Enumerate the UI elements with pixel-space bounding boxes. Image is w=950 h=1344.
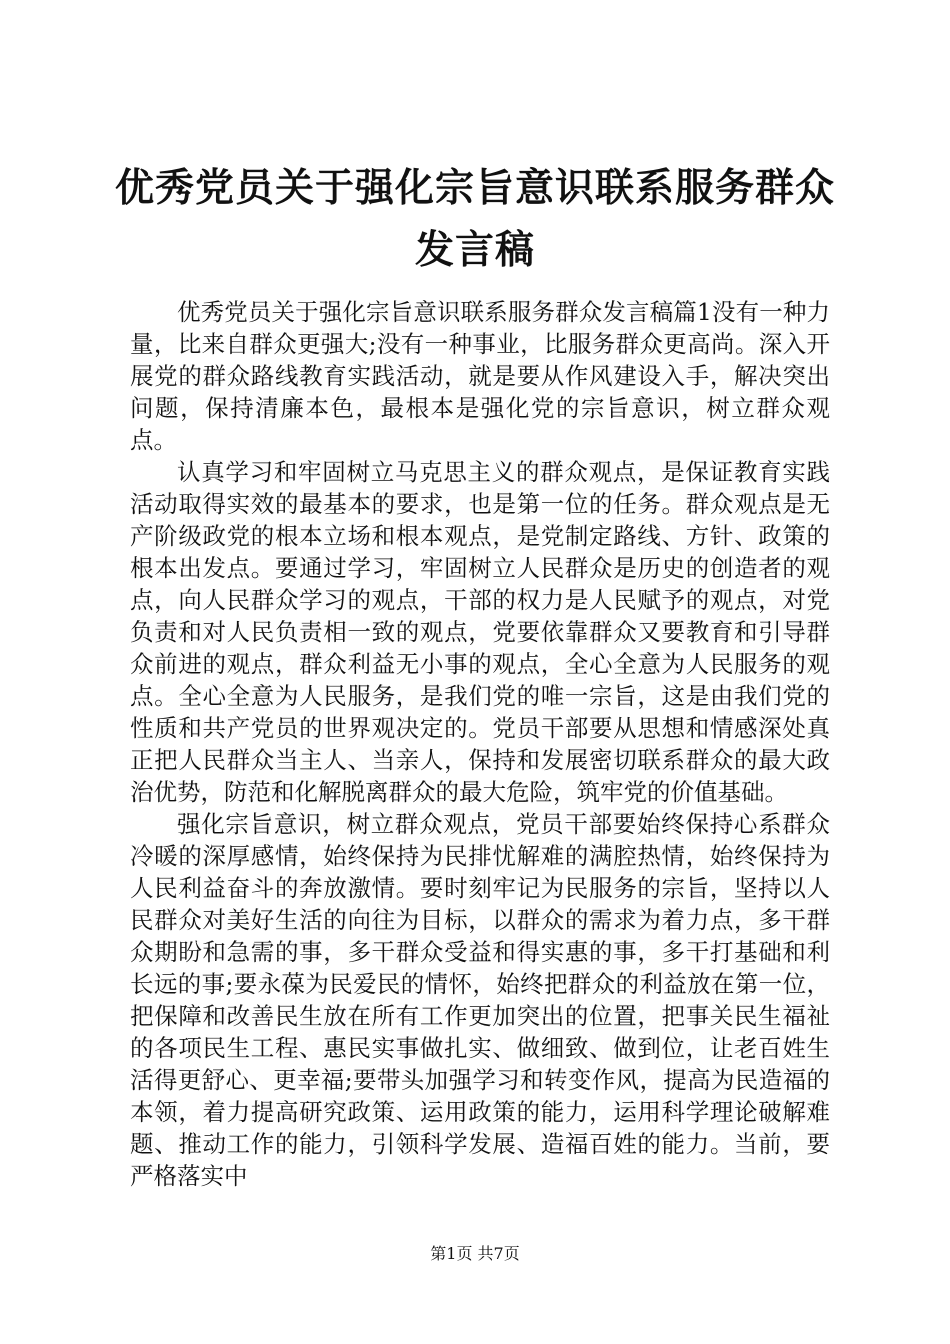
document-body [130,296,830,1192]
paragraph-2: 认真学习和牢固树立马克思主义的群众观点，是保证教育实践活动取得实效的最基本的要求，也是第一位的任务。群众观点是无产阶级政党的根本立场和根本观点，是党制定路线、方针、政策的根本出发点。要通过学习，牢固树立人民群众是历史的创造者的观点，向人民群众学习的观点，干部的权力是人民赋予的观点，对党负责和对人民负责相一致的观点，党要依靠群众又要教育和引导群众前进的观点，群众利益无小事的观点，全心全意为人民服务的观点。全心全意为人民服务，是我们党的唯一宗旨，这是由我们党的性质和共产党员的世界观决定的。党员干部要从思想和情感深处真正把人民群众当主人、当亲人，保持和发展密切联系群众的最大政治优势，防范和化解脱离群众的最大危险，筑牢党的价值基础。 [130,458,830,806]
document-title: 优秀党员关于强化宗旨意识联系服务群众发言稿 [114,166,835,273]
paragraph-3: 强化宗旨意识，树立群众观点，党员干部要始终保持心系群众冷暖的深厚感情，始终保持为民排忧解难的满腔热情，始终保持为人民利益奋斗的奔放激情。要时刻牢记为民服务的宗旨，坚持以人民群众对美好生活的向往为目标，以群众的需求为着力点，多干群众期盼和急需的事，多干群众受益和得实惠的事，多干打基础和利长远的事;要永葆为民爱民的情怀，始终把群众的利益放在第一位，把保障和改善民生放在所有工作更加突出的位置，把事关民生福祉的各项民生工程、惠民实事做扎实、做细致、做到位，让老百姓生活得更舒心、更幸福;要带头加强学习和转变作风，提高为民造福的本领，着力提高研究政策、运用政策的能力，运用科学理论破解难题、推动工作的能力，引领科学发展、造福百姓的能力。当前，要严格落实中 [130,810,830,1190]
paragraph-1: 优秀党员关于强化宗旨意识联系服务群众发言稿篇1没有一种力量，比来自群众更强大;没有一种事业，比服务群众更高尚。深入开展党的群众路线教育实践活动，就是要从作风建设入手，解决突出问题，保持清廉本色，最根本是强化党的宗旨意识，树立群众观点。 [130,298,830,454]
page-footer: 第1页 共7页 [430,1244,520,1263]
